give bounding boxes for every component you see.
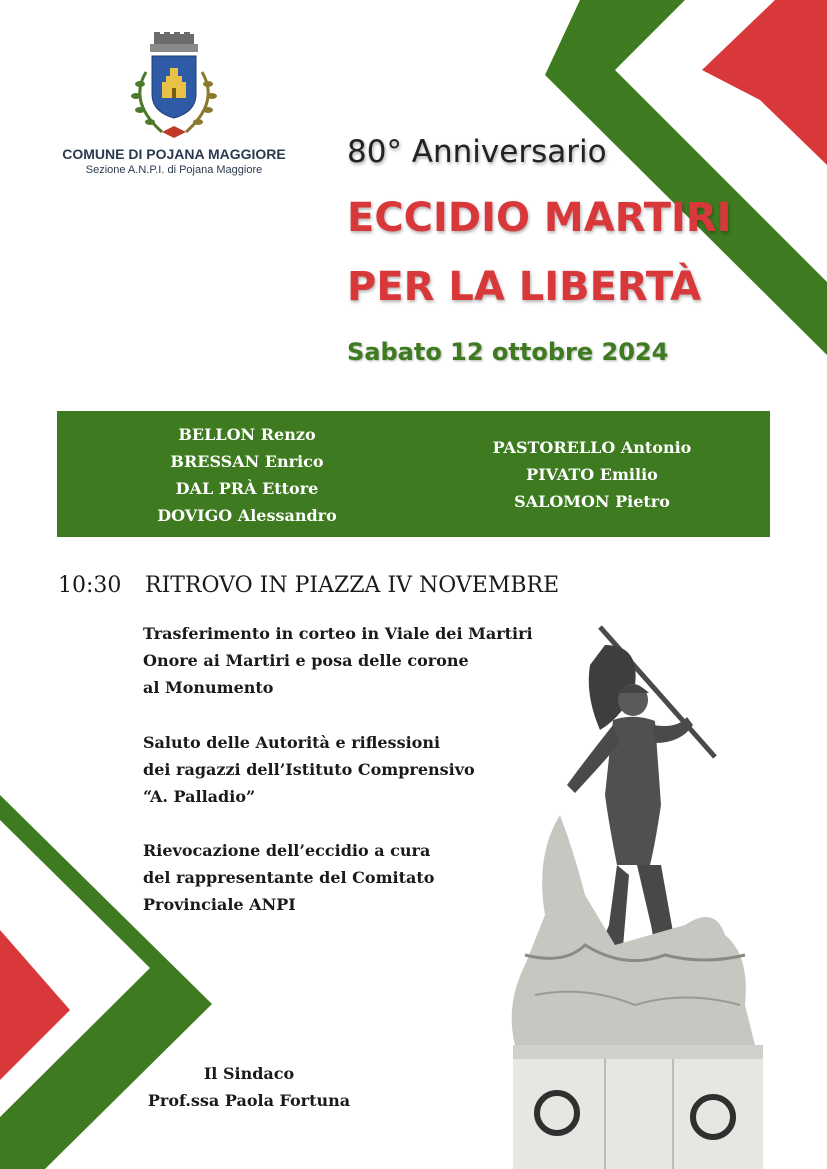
program-line: Onore ai Martiri e posa delle corone: [143, 651, 469, 670]
signature-block: [140, 1060, 358, 1114]
program-paragraph: [143, 620, 533, 701]
program-line: al Monumento: [143, 678, 274, 697]
event-title-line-2: PER LA LIBERTÀ: [347, 264, 702, 310]
program-line: Provinciale ANPI: [143, 895, 296, 914]
program-paragraph: [143, 729, 475, 810]
martyr-name: BELLON Renzo: [178, 425, 316, 444]
comune-name: COMUNE DI POJANA MAGGIORE: [62, 146, 286, 162]
program-paragraph: [143, 837, 434, 918]
event-title-line-1: ECCIDIO MARTIRI: [347, 195, 732, 241]
anpi-section-name: Sezione A.N.P.I. di Pojana Maggiore: [85, 164, 263, 176]
martyr-name: DAL PRÀ Ettore: [175, 479, 319, 498]
martyr-name: PIVATO Emilio: [526, 465, 658, 484]
program-line: Trasferimento in corteo in Viale dei Martiri: [143, 624, 533, 643]
program-line: del rappresentante del Comitato: [143, 868, 435, 887]
program-line: Saluto delle Autorità e riflessioni: [143, 733, 441, 752]
anniversary-heading: 80° Anniversario: [347, 134, 607, 170]
program-line: Rievocazione dell’eccidio a cura: [143, 841, 431, 860]
martyrs-names-right: [467, 434, 717, 515]
program-time: 10:30: [58, 573, 122, 598]
martyr-name: DOVIGO Alessandro: [157, 506, 337, 525]
martyrs-monument-statue: [505, 625, 770, 1169]
martyr-name: SALOMON Pietro: [514, 492, 670, 511]
program-line: dei ragazzi dell’Istituto Comprensivo: [143, 760, 475, 779]
event-date: Sabato 12 ottobre 2024: [347, 338, 669, 366]
martyrs-names-left: [127, 421, 367, 529]
program-line: “A. Palladio”: [143, 787, 256, 806]
signature-role: Il Sindaco: [203, 1064, 295, 1083]
martyr-name: PASTORELLO Antonio: [492, 438, 692, 457]
signature-name: Prof.ssa Paola Fortuna: [147, 1091, 351, 1110]
top-red-chevron: [702, 0, 827, 165]
martyrs-names-band: [57, 411, 770, 537]
bottom-red-chevron: [0, 930, 70, 1080]
program-title: RITROVO IN PIAZZA IV NOVEMBRE: [145, 573, 560, 598]
martyr-name: BRESSAN Enrico: [170, 452, 324, 471]
town-coat-of-arms-icon: [112, 32, 236, 152]
